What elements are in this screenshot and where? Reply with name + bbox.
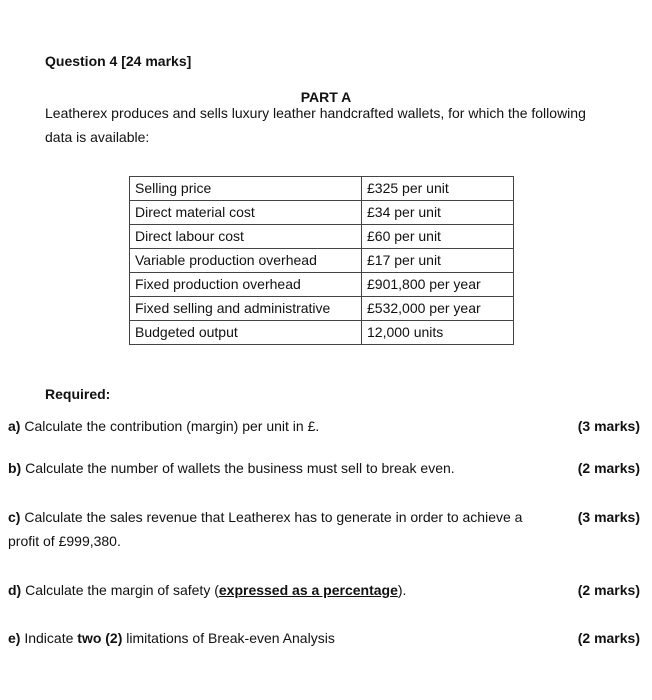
row-label: Direct labour cost — [130, 225, 362, 249]
question-d — [8, 582, 406, 598]
question-d-text: Calculate the margin of safety ( — [21, 582, 219, 598]
row-value: £901,800 per year — [362, 273, 514, 297]
required-label: Required: — [45, 386, 111, 402]
question-a-prefix: a) — [8, 418, 21, 434]
table-row — [130, 201, 514, 225]
row-label: Budgeted output — [130, 321, 362, 345]
question-e-prefix: e) — [8, 630, 21, 646]
row-label: Fixed production overhead — [130, 273, 362, 297]
question-a — [8, 418, 319, 434]
question-a-text: Calculate the contribution (margin) per unit in £. — [20, 418, 320, 434]
question-c-line-2: profit of £999,380. — [8, 533, 121, 549]
row-value: 12,000 units — [362, 321, 514, 345]
part-heading: PART A — [300, 89, 352, 105]
question-b-text: Calculate the number of wallets the business must sell to break even. — [21, 460, 455, 476]
row-value: £17 per unit — [362, 249, 514, 273]
row-label: Variable production overhead — [130, 249, 362, 273]
intro-line-1: Leatherex produces and sells luxury leather handcrafted wallets, for which the following — [45, 105, 586, 121]
question-b-prefix: b) — [8, 460, 22, 476]
row-label: Direct material cost — [130, 201, 362, 225]
row-label: Fixed selling and administrative — [130, 297, 362, 321]
question-d-marks: (2 marks) — [577, 582, 640, 598]
question-e — [8, 630, 335, 646]
question-e-emphasis: two (2) — [77, 630, 123, 646]
question-c-text: Calculate the sales revenue that Leatherex has to generate in order to achieve a — [20, 509, 523, 525]
table-row — [130, 225, 514, 249]
question-b-marks: (2 marks) — [577, 460, 640, 476]
question-d-prefix: d) — [8, 582, 22, 598]
table-row — [130, 273, 514, 297]
question-d-emphasis: expressed as a percentage — [218, 582, 398, 598]
row-label: Selling price — [130, 177, 362, 201]
table-row — [130, 321, 514, 345]
question-c-marks: (3 marks) — [577, 509, 640, 525]
intro-line-2: data is available: — [45, 129, 150, 145]
question-d-suffix: ). — [397, 582, 407, 598]
question-title: Question 4 [24 marks] — [45, 53, 192, 69]
question-a-marks: (3 marks) — [577, 418, 640, 434]
table-row — [130, 249, 514, 273]
question-e-text: Indicate — [20, 630, 78, 646]
question-c-prefix: c) — [8, 509, 21, 525]
table-row — [130, 297, 514, 321]
row-value: £325 per unit — [362, 177, 514, 201]
question-c — [8, 509, 522, 525]
question-e-marks: (2 marks) — [577, 630, 640, 646]
question-e-suffix: limitations of Break-even Analysis — [122, 630, 335, 646]
row-value: £34 per unit — [362, 201, 514, 225]
question-b — [8, 460, 455, 476]
cost-data-table — [129, 176, 514, 345]
table-row — [130, 177, 514, 201]
row-value: £532,000 per year — [362, 297, 514, 321]
row-value: £60 per unit — [362, 225, 514, 249]
